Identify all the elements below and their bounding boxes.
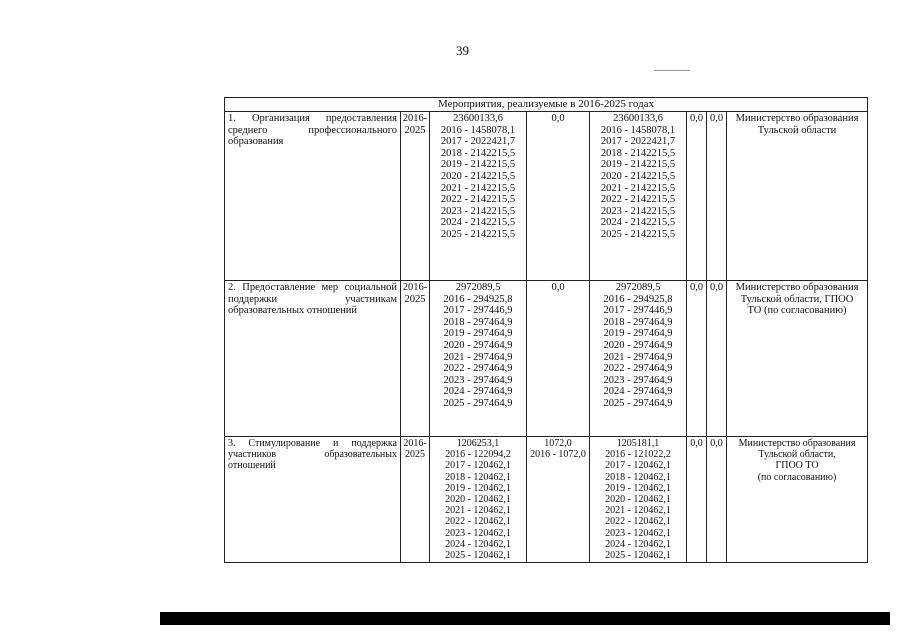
total-funding [430, 281, 527, 437]
cell-line: 2017 - 297446,9 [603, 305, 673, 317]
cell-line: 2017 - 120462,1 [605, 460, 671, 472]
cell-line: 2022 - 120462,1 [445, 516, 511, 528]
cell-line: ГПОО ТО [775, 460, 819, 472]
cell-line: Министерство образования [735, 113, 859, 124]
table-section-header: Мероприятия, реализуемые в 2016-2025 годах [225, 98, 868, 112]
cell-line: 2019 - 297464,9 [443, 328, 513, 340]
cell-line: 23600133,6 [453, 113, 503, 124]
cell-line: (по согласованию) [757, 471, 837, 483]
cell-line: 2025 - 297464,9 [603, 397, 673, 409]
activity-name: 2. Предоставление мер социальной поддержки участникам образовательных отношений [225, 281, 401, 437]
cell-line: 2020 - 120462,1 [605, 494, 671, 506]
cell-line: 2022 - 297464,9 [603, 363, 673, 375]
cell-line: 0,0 [551, 282, 565, 293]
cell-line: 2018 - 2142215,5 [600, 147, 676, 159]
years-end: 2025 [405, 449, 425, 461]
cell-line: 2019 - 120462,1 [445, 482, 511, 494]
cell-line: 2025 - 2142215,5 [600, 228, 676, 240]
years-start: 2016- [403, 438, 427, 449]
cell-line: 2016 - 294925,8 [443, 293, 513, 305]
cell-line: 2020 - 2142215,5 [600, 170, 676, 182]
extra-funding: 0,0 [707, 437, 727, 563]
activity-years [401, 112, 430, 281]
cell-line: Тульской области [757, 124, 837, 136]
years-end: 2025 [404, 293, 426, 305]
cell-line: 2016 - 122094,2 [445, 449, 511, 461]
cell-line: Министерство образования [738, 438, 856, 449]
cell-line: 2025 - 297464,9 [443, 397, 513, 409]
cell-line: 2019 - 2142215,5 [440, 159, 516, 171]
federal-funding [527, 112, 590, 281]
cell-line: 1206253,1 [456, 438, 500, 449]
page-number: 39 [456, 43, 469, 58]
regional-funding [590, 281, 687, 437]
cell-line: Министерство образования [735, 282, 859, 293]
cell-line: 2020 - 297464,9 [603, 339, 673, 351]
cell-line: 0,0 [551, 113, 565, 124]
cell-line: 2018 - 120462,1 [605, 471, 671, 483]
local-funding: 0,0 [687, 112, 707, 281]
cell-line: ТО (по согласованию) [747, 305, 847, 317]
federal-funding [527, 281, 590, 437]
cell-line: 2022 - 120462,1 [605, 516, 671, 528]
regional-funding [590, 437, 687, 563]
regional-funding [590, 112, 687, 281]
responsible-executor [727, 281, 868, 437]
local-funding: 0,0 [687, 437, 707, 563]
cell-line: 2016 - 294925,8 [603, 293, 673, 305]
cell-line: 23600133,6 [613, 113, 663, 124]
activity-years [401, 437, 430, 563]
cell-line: 2023 - 120462,1 [605, 527, 671, 539]
cell-line: 2019 - 2142215,5 [600, 159, 676, 171]
cell-line: 2021 - 2142215,5 [440, 182, 516, 194]
cell-line: Тульской области, [758, 449, 836, 461]
cell-line: 2019 - 120462,1 [605, 482, 671, 494]
cell-line: 2023 - 297464,9 [603, 374, 673, 386]
cell-line: 2022 - 2142215,5 [440, 194, 516, 206]
cell-line: 2020 - 2142215,5 [440, 170, 516, 182]
cell-line: 2017 - 297446,9 [443, 305, 513, 317]
cell-line: 2021 - 120462,1 [605, 505, 671, 517]
cell-line: 2023 - 297464,9 [443, 374, 513, 386]
cell-line: 2022 - 2142215,5 [600, 194, 676, 206]
table-row [225, 112, 868, 281]
page-bottom-bar [160, 612, 890, 625]
cell-line: 1205181,1 [616, 438, 660, 449]
cell-line: 2024 - 2142215,5 [440, 217, 516, 229]
cell-line: 2024 - 297464,9 [603, 386, 673, 398]
cell-line: 2023 - 2142215,5 [440, 205, 516, 217]
responsible-executor [727, 112, 868, 281]
cell-line: 2018 - 297464,9 [603, 316, 673, 328]
local-funding: 0,0 [687, 281, 707, 437]
years-start: 2016- [402, 113, 428, 124]
cell-line: 2023 - 120462,1 [445, 527, 511, 539]
decorative-dash [654, 70, 690, 71]
cell-line: 2017 - 2022421,7 [440, 136, 516, 148]
cell-line: 2024 - 120462,1 [605, 538, 671, 550]
table-row [225, 281, 868, 437]
activity-name: 3. Стимулирование и поддержка участников образовательных отношений [225, 437, 401, 563]
cell-line: 2023 - 2142215,5 [600, 205, 676, 217]
extra-funding: 0,0 [707, 112, 727, 281]
cell-line: 2021 - 297464,9 [443, 351, 513, 363]
years-start: 2016- [402, 282, 428, 293]
cell-line: 2016 - 1072,0 [530, 449, 586, 461]
extra-funding: 0,0 [707, 281, 727, 437]
cell-line: 2025 - 120462,1 [605, 550, 671, 562]
cell-line: 2017 - 2022421,7 [600, 136, 676, 148]
cell-line: 2025 - 120462,1 [445, 550, 511, 562]
cell-line: 2021 - 297464,9 [603, 351, 673, 363]
activities-table [224, 97, 868, 563]
cell-line: Тульской области, ГПОО [740, 293, 854, 305]
cell-line: 2972089,5 [615, 282, 661, 293]
cell-line: 2020 - 297464,9 [443, 339, 513, 351]
cell-line: 2016 - 1458078,1 [600, 124, 676, 136]
total-funding [430, 112, 527, 281]
cell-line: 2017 - 120462,1 [445, 460, 511, 472]
cell-line: 2024 - 2142215,5 [600, 217, 676, 229]
cell-line: 2020 - 120462,1 [445, 494, 511, 506]
cell-line: 2019 - 297464,9 [603, 328, 673, 340]
table-row [225, 437, 868, 563]
cell-line: 2025 - 2142215,5 [440, 228, 516, 240]
cell-line: 2016 - 1458078,1 [440, 124, 516, 136]
cell-line: 2018 - 120462,1 [445, 471, 511, 483]
cell-line: 2021 - 2142215,5 [600, 182, 676, 194]
cell-line: 2018 - 2142215,5 [440, 147, 516, 159]
cell-line: 1072,0 [544, 438, 572, 449]
total-funding [430, 437, 527, 563]
activity-name: 1. Организация предоставления среднего профессионального образования [225, 112, 401, 281]
activity-years [401, 281, 430, 437]
cell-line: 2024 - 120462,1 [445, 538, 511, 550]
cell-line: 2016 - 121022,2 [605, 449, 671, 461]
table-header-row [225, 98, 868, 112]
cell-line: 2018 - 297464,9 [443, 316, 513, 328]
cell-line: 2021 - 120462,1 [445, 505, 511, 517]
years-end: 2025 [404, 124, 426, 136]
cell-line: 2972089,5 [455, 282, 501, 293]
cell-line: 2022 - 297464,9 [443, 363, 513, 375]
cell-line: 2024 - 297464,9 [443, 386, 513, 398]
federal-funding [527, 437, 590, 563]
responsible-executor [727, 437, 868, 563]
